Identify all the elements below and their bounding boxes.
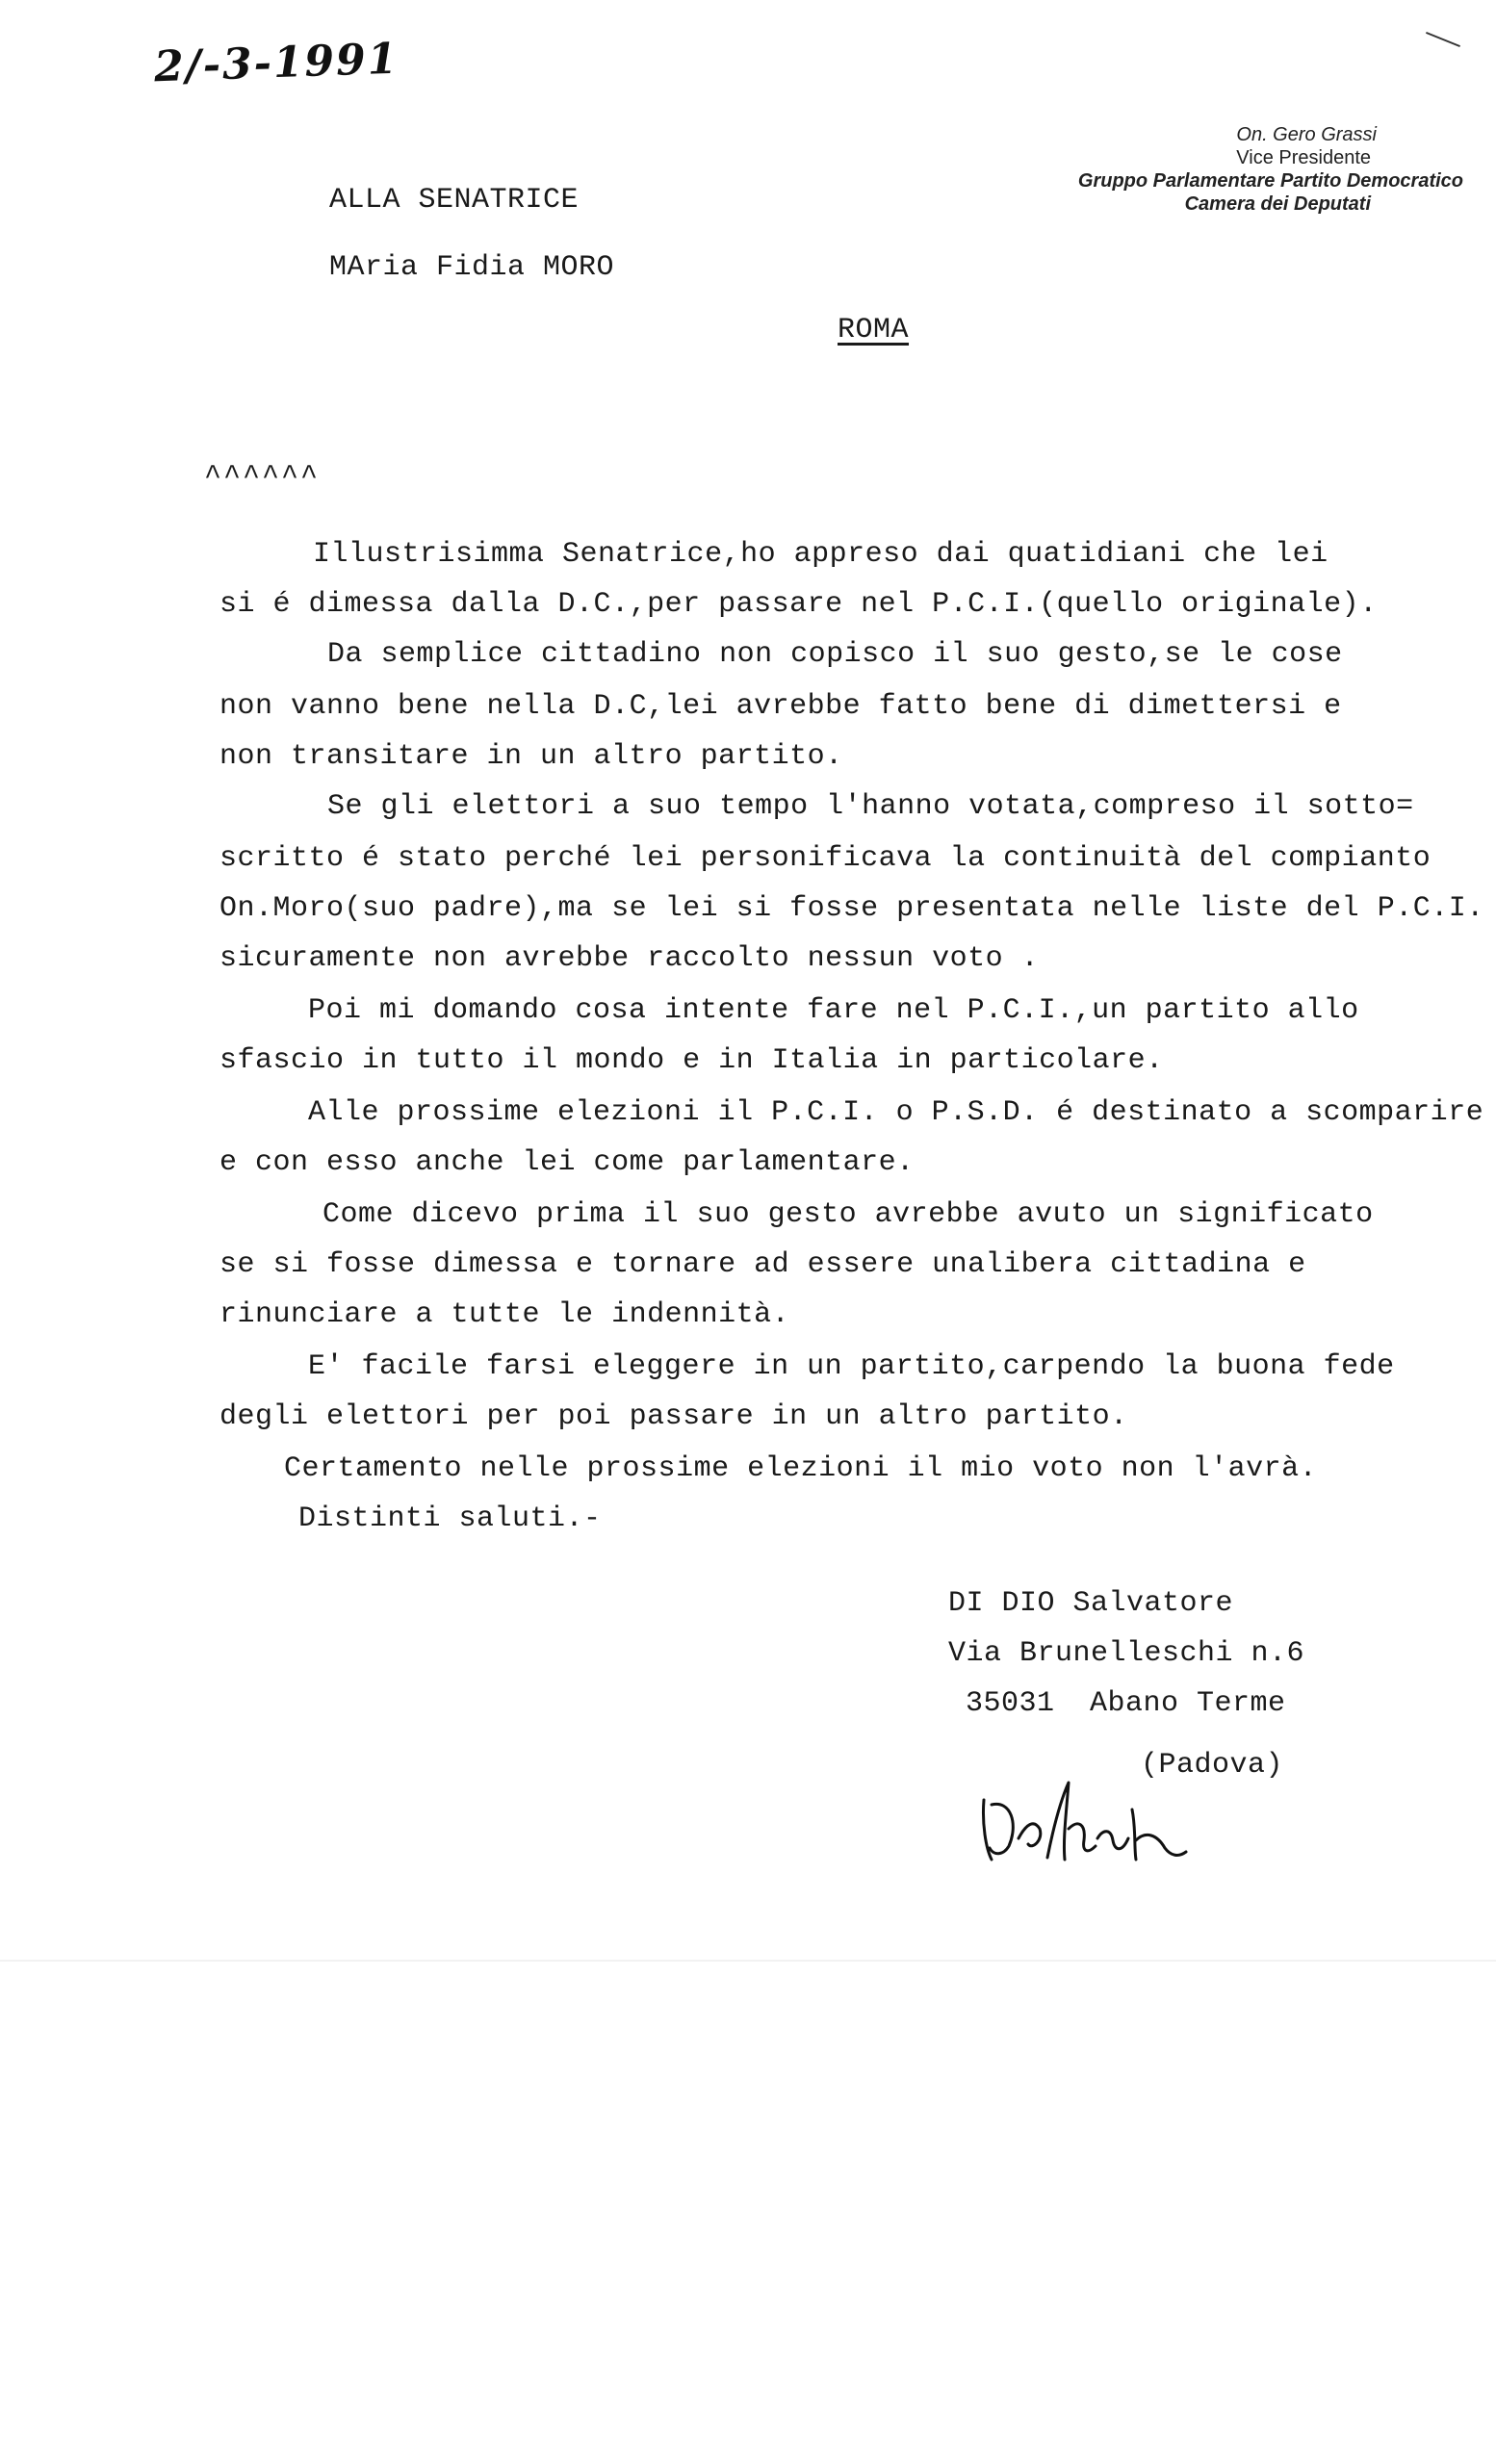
body-line: Alle prossime elezioni il P.C.I. o P.S.D. é destinato a scomparire xyxy=(308,1096,1484,1129)
body-line: Certamento nelle prossime elezioni il mio voto non l'avrà. xyxy=(284,1452,1318,1485)
stamp-line-chamber: Camera dei Deputati xyxy=(1184,193,1371,215)
sender-postcode: 35031 xyxy=(966,1687,1055,1720)
recipient-city: ROMA xyxy=(838,314,910,346)
body-line: scritto é stato perché lei personificava la continuità del compianto xyxy=(219,842,1432,875)
handwritten-date: 2/-3-1991 xyxy=(153,34,400,92)
sender-name: DI DIO Salvatore xyxy=(948,1587,1234,1620)
letterhead-stamp xyxy=(1040,123,1463,216)
sender-city: Abano Terme xyxy=(1090,1687,1286,1720)
recipient-name: MAria Fidia MORO xyxy=(329,251,615,284)
body-line: degli elettori per poi passare in un altro partito. xyxy=(219,1400,1128,1433)
body-line: e con esso anche lei come parlamentare. xyxy=(219,1146,915,1179)
body-line: Come dicevo prima il suo gesto avrebbe avuto un significato xyxy=(322,1198,1374,1231)
body-line: E' facile farsi eleggere in un partito,carpendo la buona fede xyxy=(308,1350,1395,1383)
body-line: Da semplice cittadino non copisco il suo gesto,se le cose xyxy=(327,638,1343,671)
stamp-line-role: Vice Presidente xyxy=(1236,147,1371,168)
body-line: se si fosse dimessa e tornare ad essere unalibera cittadina e xyxy=(219,1248,1306,1281)
recipient-title: ALLA SENATRICE xyxy=(329,184,580,217)
sender-province: (Padova) xyxy=(1141,1749,1284,1782)
scan-edge-line xyxy=(0,1960,1496,1962)
body-line: rinunciare a tutte le indennità. xyxy=(219,1298,790,1331)
stamp-line-group: Gruppo Parlamentare Partito Democratico xyxy=(1077,170,1463,192)
sender-street: Via Brunelleschi n.6 xyxy=(948,1637,1305,1670)
handwritten-signature xyxy=(972,1771,1194,1877)
stamp-line-name: On. Gero Grassi xyxy=(1236,124,1377,145)
body-line: Poi mi domando cosa intente fare nel P.C.I.,un partito allo xyxy=(308,994,1359,1027)
corner-pen-mark xyxy=(1426,32,1460,47)
body-line: non vanno bene nella D.C,lei avrebbe fatto bene di dimettersi e xyxy=(219,690,1342,723)
separator-line: ^^^^^^ xyxy=(204,461,321,494)
closing-line: Distinti saluti.- xyxy=(298,1502,602,1535)
body-line: Se gli elettori a suo tempo l'hanno votata,compreso il sotto= xyxy=(327,790,1414,823)
body-line: non transitare in un altro partito. xyxy=(219,740,843,773)
body-line: On.Moro(suo padre),ma se lei si fosse presentata nelle liste del P.C.I. xyxy=(219,892,1484,925)
body-line: sfascio in tutto il mondo e in Italia in particolare. xyxy=(219,1044,1164,1077)
body-line: sicuramente non avrebbe raccolto nessun voto . xyxy=(219,942,1040,975)
body-line: Illustrisimma Senatrice,ho appreso dai quatidiani che lei xyxy=(313,538,1328,571)
body-line: si é dimessa dalla D.C.,per passare nel P.C.I.(quello originale). xyxy=(219,588,1378,621)
